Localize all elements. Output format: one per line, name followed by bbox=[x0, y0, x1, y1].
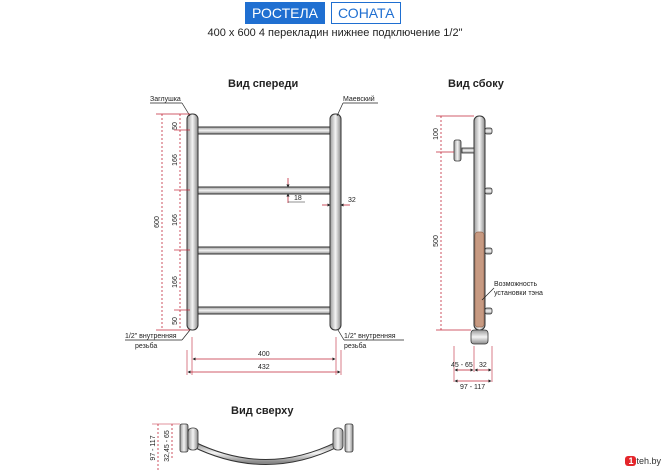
dim-50-top: 50 bbox=[172, 122, 179, 130]
heater-label-2: установки тэна bbox=[494, 290, 543, 297]
dim-166-3: 166 bbox=[172, 276, 179, 288]
thread-right-label-1: 1/2" внутренняя bbox=[344, 333, 396, 340]
front-view-title: Вид спереди bbox=[228, 78, 299, 90]
dim-32-45-65-top: 32,45 - 65 bbox=[164, 430, 171, 462]
brand-label: РОСТЕЛА bbox=[245, 2, 325, 24]
right-pipe bbox=[330, 114, 341, 330]
rung-2 bbox=[195, 187, 333, 194]
rung-3 bbox=[195, 247, 333, 254]
side-view-title: Вид сбоку bbox=[448, 78, 504, 90]
heater-zone bbox=[475, 232, 484, 327]
heater-label-1: Возможность bbox=[494, 281, 538, 288]
thread-right-label-2: резьба bbox=[344, 343, 367, 350]
thread-left-label-2: резьба bbox=[135, 343, 158, 350]
dim-100: 100 bbox=[433, 128, 440, 140]
rung-4 bbox=[195, 307, 333, 314]
dim-400: 400 bbox=[258, 351, 270, 358]
dim-166-1: 166 bbox=[172, 154, 179, 166]
dim-600: 600 bbox=[154, 216, 161, 228]
dim-97-117-top: 97 - 117 bbox=[150, 435, 157, 461]
front-view-radiator bbox=[187, 114, 341, 330]
product-subtitle: 400 x 600 4 перекладин нижнее подключение 1/2" bbox=[207, 27, 463, 39]
thread-left-label-1: 1/2" внутренняя bbox=[125, 333, 177, 340]
dim-432: 432 bbox=[258, 364, 270, 371]
dim-500: 500 bbox=[433, 235, 440, 247]
rung-1 bbox=[195, 127, 333, 134]
top-view-radiator bbox=[180, 424, 353, 462]
dim-32: 32 bbox=[348, 197, 356, 204]
model-label: СОНАТА bbox=[331, 2, 401, 24]
side-view-radiator bbox=[454, 116, 492, 344]
top-view-title: Вид сверху bbox=[231, 405, 294, 417]
zaglushka-label: Заглушка bbox=[150, 96, 181, 103]
dim-97-117-side: 97 - 117 bbox=[460, 384, 486, 391]
left-pipe bbox=[187, 114, 198, 330]
dim-50-bottom: 50 bbox=[172, 317, 179, 325]
watermark: 1 teh.by bbox=[622, 455, 664, 467]
dim-45-65: 45 - 65 bbox=[451, 362, 473, 369]
dim-18: 18 bbox=[294, 195, 302, 202]
maevsky-label: Маевский bbox=[343, 96, 375, 103]
dim-32-side: 32 bbox=[479, 362, 487, 369]
dim-166-2: 166 bbox=[172, 214, 179, 226]
